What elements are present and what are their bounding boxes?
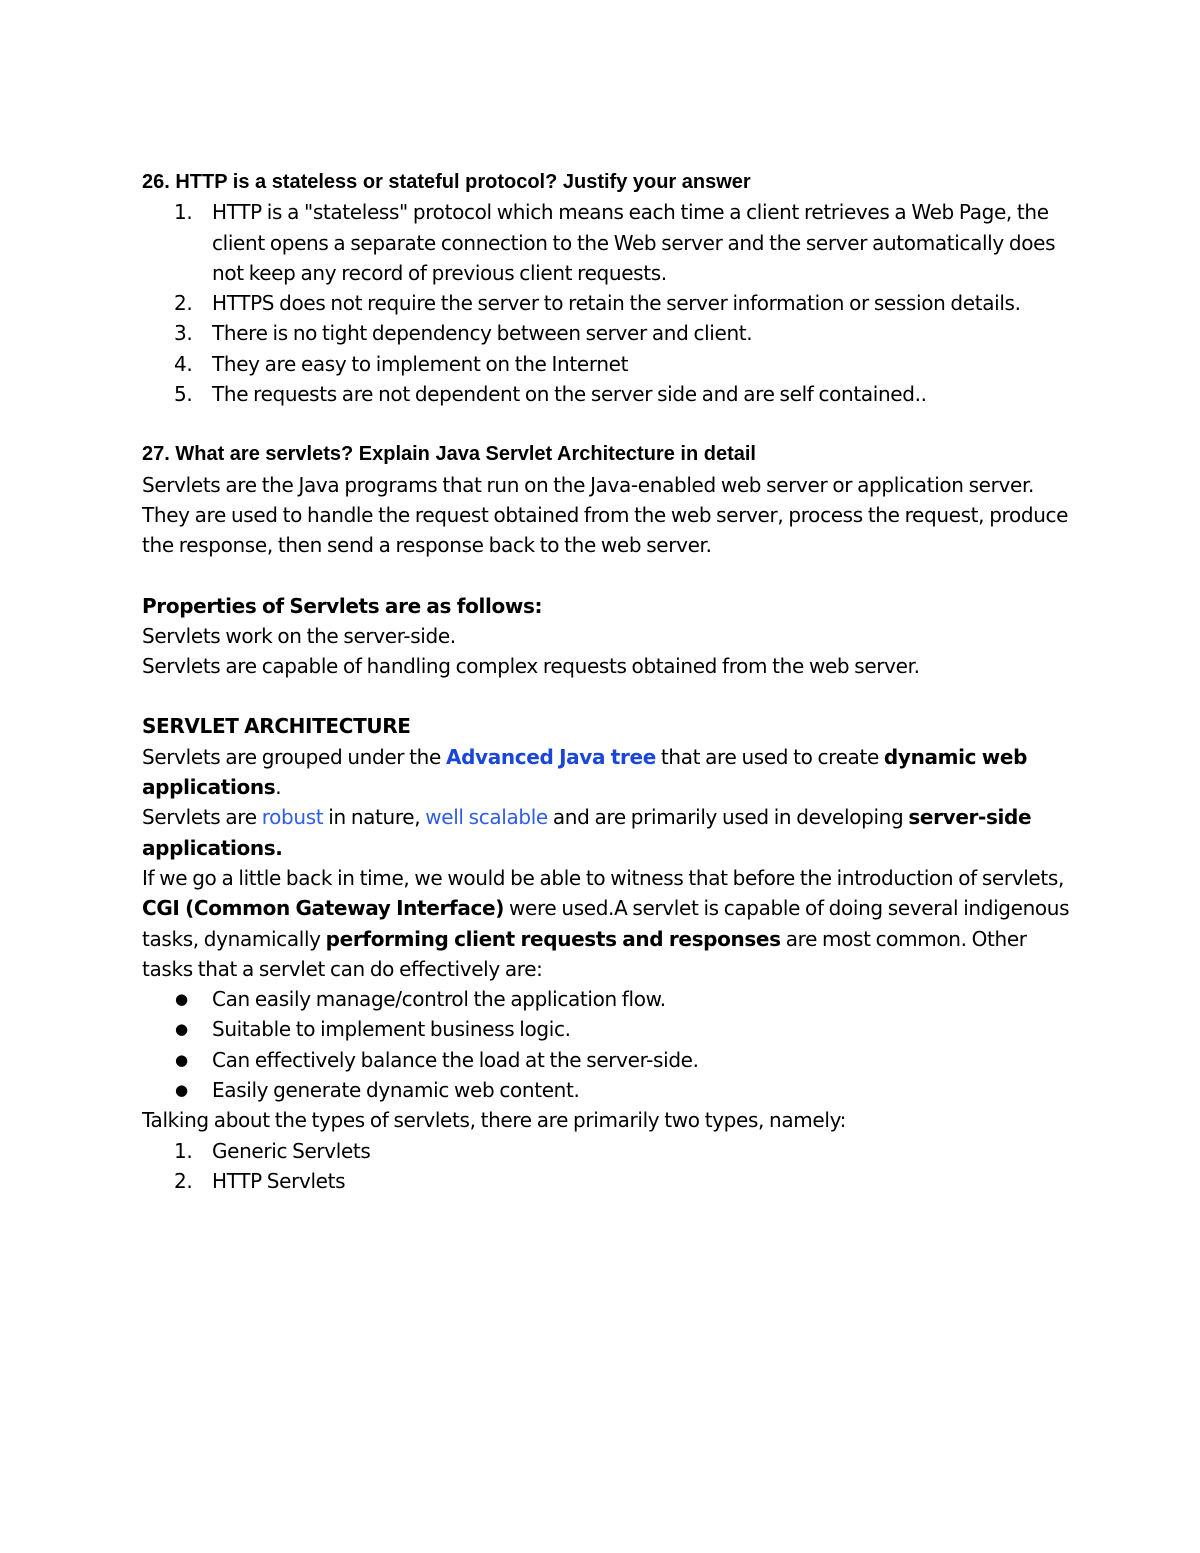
- document-content: [142, 167, 1072, 1196]
- spacer: [142, 681, 1072, 711]
- architecture-paragraph-3: [142, 863, 1072, 984]
- list-item: [142, 379, 1072, 409]
- list-number: 3.: [174, 321, 193, 346]
- list-item-text: Easily generate dynamic web content.: [212, 1078, 580, 1103]
- servlet-tasks-list: [142, 984, 1072, 1105]
- text-run: were used.A servlet is capable of doing several indigenous tasks, dynamically: [142, 896, 1070, 951]
- properties-line-1: Servlets work on the server-side.: [142, 623, 456, 648]
- bold-text: CGI (Common Gateway Interface): [142, 896, 504, 921]
- list-item-text: HTTP Servlets: [212, 1168, 346, 1193]
- servlet-types-intro: Talking about the types of servlets, there are primarily two types, namely:: [142, 1108, 847, 1133]
- list-item-text: They are easy to implement on the Internet: [212, 351, 629, 376]
- text-run: that are used to create: [655, 744, 884, 769]
- well-scalable-link[interactable]: well scalable: [425, 805, 548, 830]
- servlet-types-list: [142, 1136, 1072, 1197]
- bold-text: server-side applications.: [142, 805, 1032, 860]
- list-number: 5.: [174, 382, 193, 407]
- bullet-icon: ●: [175, 1050, 188, 1069]
- bold-text: dynamic web applications: [142, 744, 1028, 800]
- list-item: [142, 1136, 1072, 1166]
- question-27-heading: 27. What are servlets? Explain Java Servlet Architecture in detail: [142, 443, 756, 466]
- architecture-heading: SERVLET ARCHITECTURE: [142, 714, 411, 739]
- list-item: [142, 1166, 1072, 1196]
- question-26-answer-list: [142, 197, 1072, 409]
- list-item: [142, 197, 1072, 288]
- list-item: [142, 288, 1072, 318]
- list-item: [142, 1075, 1072, 1105]
- list-number: 1.: [174, 200, 193, 225]
- servlets-intro-paragraph: Servlets are the Java programs that run on the Java-enabled web server or application server. They are used to handle the request obtained from the web server, process the request, produce the response, then send a response back to the web server.: [142, 472, 1069, 558]
- properties-heading: Properties of Servlets are as follows:: [142, 593, 543, 618]
- properties-line-2: Servlets are capable of handling complex requests obtained from the web server.: [142, 654, 920, 679]
- spacer: [142, 409, 1072, 439]
- text-run: Servlets are grouped under the: [142, 744, 446, 769]
- bullet-icon: ●: [175, 1081, 188, 1100]
- list-item-text: Generic Servlets: [212, 1138, 371, 1163]
- text-run: .: [275, 775, 282, 800]
- list-item-text: There is no tight dependency between server and client.: [212, 321, 753, 346]
- list-item: [142, 984, 1072, 1014]
- list-number: 2.: [174, 1168, 193, 1193]
- list-item: [142, 1014, 1072, 1044]
- text-run: If we go a little back in time, we would be able to witness that before the introduction of servlets,: [142, 865, 1064, 890]
- list-number: 1.: [174, 1138, 193, 1163]
- text-run: and are primarily used in developing: [547, 805, 909, 830]
- list-item: [142, 349, 1072, 379]
- bullet-icon: ●: [175, 1020, 188, 1039]
- text-run: in nature,: [323, 805, 426, 830]
- advanced-java-tree-link[interactable]: Advanced Java tree: [445, 744, 656, 769]
- robust-link[interactable]: robust: [261, 805, 324, 830]
- list-number: 4.: [174, 351, 193, 376]
- text-run: Servlets are: [142, 805, 262, 830]
- spacer: [142, 561, 1072, 591]
- text-run: are most common. Other tasks that a servlet can do effectively are:: [142, 926, 1027, 981]
- list-item-text: Can effectively balance the load at the server-side.: [212, 1047, 699, 1072]
- list-item-text: HTTPS does not require the server to retain the server information or session details.: [212, 291, 1021, 316]
- list-number: 2.: [174, 291, 193, 316]
- list-item: [142, 1045, 1072, 1075]
- list-item-text: Suitable to implement business logic.: [212, 1017, 571, 1042]
- bold-text: performing client requests and responses: [325, 926, 781, 951]
- architecture-paragraph-1: [142, 742, 1072, 803]
- list-item-text: The requests are not dependent on the server side and are self contained..: [212, 382, 927, 407]
- architecture-paragraph-2: [142, 802, 1072, 863]
- list-item: [142, 318, 1072, 348]
- question-26-heading: 26. HTTP is a stateless or stateful protocol? Justify your answer: [142, 171, 751, 193]
- list-item-text: Can easily manage/control the application flow.: [212, 987, 666, 1012]
- bullet-icon: ●: [175, 990, 188, 1009]
- list-item-text: HTTP is a "stateless" protocol which means each time a client retrieves a Web Page, the client opens a separate connection to the Web server and the server automatically does not keep any record of previous client requests.: [212, 200, 1056, 285]
